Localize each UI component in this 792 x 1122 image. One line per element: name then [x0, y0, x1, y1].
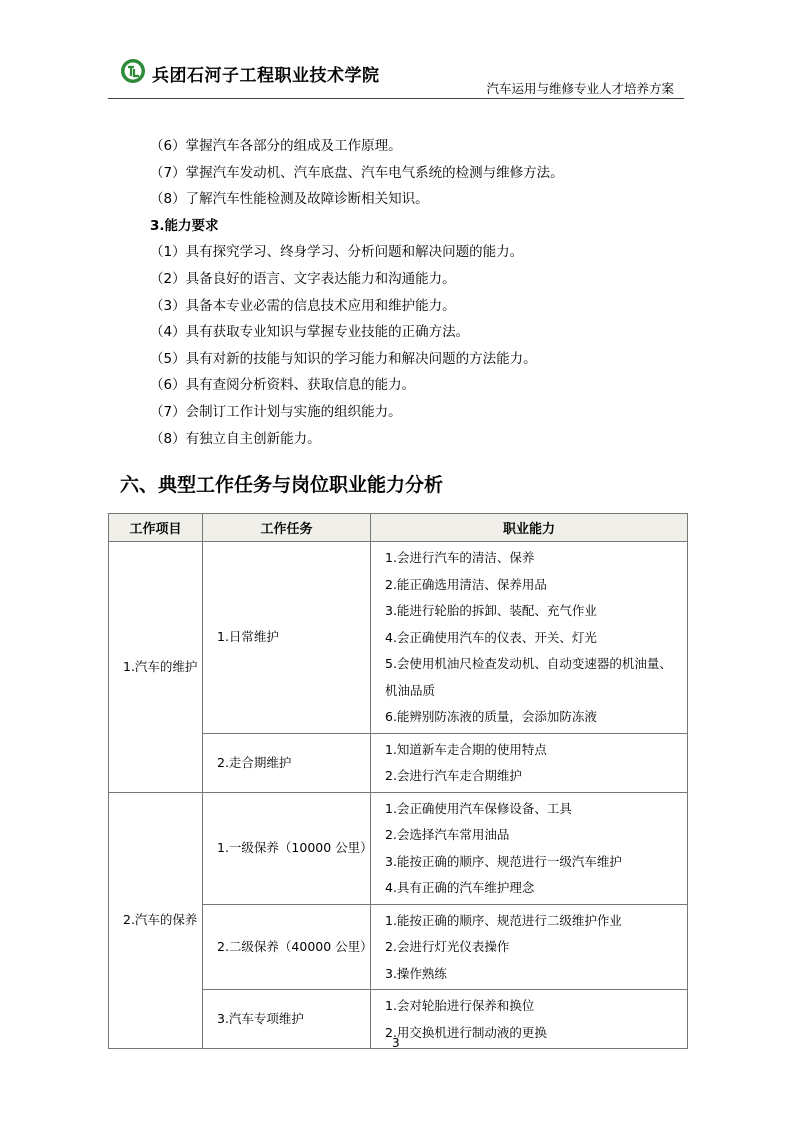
project-cell: 1.汽车的维护 [109, 542, 203, 793]
table-row [109, 792, 688, 904]
task-cell: 1.日常维护 [203, 542, 371, 734]
school-logo-icon [120, 58, 146, 84]
document-title: 汽车运用与维修专业人才培养方案 [486, 81, 674, 96]
list-item: （7）掌握汽车发动机、汽车底盘、汽车电气系统的检测与维修方法。 [150, 164, 564, 181]
ability-item: 2.用交换机进行制动液的更换 [385, 1024, 547, 1040]
ability-analysis-table [108, 513, 688, 1049]
ability-item: 1.会进行汽车的清洁、保养 [385, 550, 535, 565]
page-header [108, 52, 684, 99]
project-cell: 2.汽车的保养 [109, 792, 203, 1049]
ability-item: 1.会对轮胎进行保养和换位 [385, 998, 535, 1013]
column-header: 工作项目 [109, 514, 203, 542]
list-item: （3）具备本专业必需的信息技术应用和维护能力。 [150, 297, 456, 314]
ability-item: 3.能进行轮胎的拆卸、装配、充气作业 [385, 603, 597, 618]
school-name: 兵团石河子工程职业技术学院 [152, 66, 380, 86]
ability-item: 1.知道新车走合期的使用特点 [385, 741, 547, 757]
ability-item: 4.具有正确的汽车维护理念 [385, 880, 535, 895]
ability-item: 1.会正确使用汽车保修设备、工具 [385, 800, 572, 816]
list-item: （6）掌握汽车各部分的组成及工作原理。 [150, 138, 402, 154]
page-number: 3 [392, 1036, 400, 1050]
list-item: （8）了解汽车性能检测及故障诊断相关知识。 [150, 191, 429, 208]
table-row [109, 542, 688, 734]
column-header: 职业能力 [371, 514, 688, 542]
column-header: 工作任务 [203, 514, 371, 542]
list-item: （6）具有查阅分析资料、获取信息的能力。 [150, 377, 416, 394]
ability-item: 5.会使用机油尺检查发动机、自动变速器的机油量、机油品质 [385, 656, 672, 698]
task-cell: 1.一级保养（10000 公里） [203, 792, 371, 904]
ability-item: 2.会进行灯光仪表操作 [385, 939, 510, 954]
ability-item: 4.会正确使用汽车的仪表、开关、灯光 [385, 629, 597, 645]
ability-item: 1.能按正确的顺序、规范进行二级维护作业 [385, 912, 622, 928]
task-cell: 2.走合期维护 [203, 733, 371, 792]
ability-item: 2.会选择汽车常用油品 [385, 827, 510, 842]
ability-cell [371, 990, 688, 1049]
requirements-list [150, 136, 564, 455]
list-item: （7）会制订工作计划与实施的组织能力。 [150, 403, 402, 420]
section-title: 六、典型工作任务与岗位职业能力分析 [120, 474, 444, 496]
list-item: （1）具有探究学习、终身学习、分析问题和解决问题的能力。 [150, 244, 524, 261]
ability-cell [371, 542, 688, 734]
ability-item: 2.能正确选用清洁、保养用品 [385, 576, 547, 592]
ability-heading: 3.能力要求 [150, 217, 219, 234]
ability-cell [371, 792, 688, 904]
ability-item: 3.操作熟练 [385, 965, 447, 981]
ability-item: 6.能辨别防冻液的质量，会添加防冻液 [385, 709, 597, 724]
ability-item: 2.会进行汽车走合期维护 [385, 768, 522, 783]
list-item: （8）有独立自主创新能力。 [150, 430, 321, 447]
list-item: （2）具备良好的语言、文字表达能力和沟通能力。 [150, 270, 456, 287]
task-cell: 3.汽车专项维护 [203, 990, 371, 1049]
ability-item: 3.能按正确的顺序、规范进行一级汽车维护 [385, 853, 622, 869]
list-item: （5）具有对新的技能与知识的学习能力和解决问题的方法能力。 [150, 350, 537, 367]
ability-cell [371, 904, 688, 990]
table-header-row [109, 514, 688, 542]
task-cell: 2.二级保养（40000 公里） [203, 904, 371, 990]
ability-cell [371, 733, 688, 792]
list-item: （4）具有获取专业知识与掌握专业技能的正确方法。 [150, 324, 470, 341]
